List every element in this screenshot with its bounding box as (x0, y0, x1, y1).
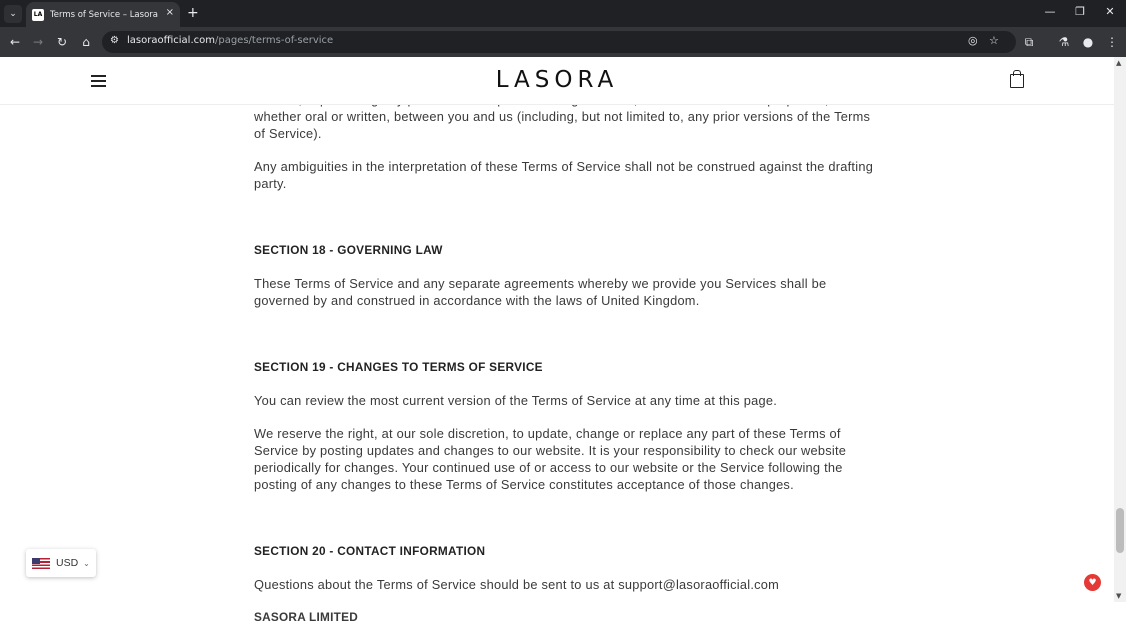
reload-icon[interactable]: ↻ (56, 35, 68, 49)
browser-toolbar (0, 27, 1126, 57)
new-tab-icon[interactable]: + (187, 5, 199, 21)
terms-content (254, 91, 874, 642)
url-path: /pages/terms-of-service (214, 35, 334, 46)
extensions-icon[interactable]: ⧉ (1024, 35, 1034, 49)
address-bar[interactable] (102, 31, 1016, 53)
scroll-up-icon[interactable]: ▲ (1116, 59, 1122, 67)
shopping-bag-icon[interactable] (1010, 74, 1024, 88)
site-logo[interactable]: LASORA (495, 67, 619, 93)
section-19-heading: SECTION 19 - CHANGES TO TERMS OF SERVICE (254, 360, 543, 374)
partial-bottom-text: SASORA LIMITED (254, 610, 358, 624)
section-18-heading: SECTION 18 - GOVERNING LAW (254, 243, 443, 257)
currency-selector[interactable] (26, 549, 96, 577)
site-info-icon[interactable]: ⚙ (110, 35, 119, 46)
section-20-body: Questions about the Terms of Service should be sent to us at support@lasoraofficial.com (254, 577, 780, 592)
section-20-heading: SECTION 20 - CONTACT INFORMATION (254, 544, 486, 558)
tab-favicon-icon: LA (32, 9, 44, 21)
browser-tab-strip (0, 0, 1126, 27)
window-close-icon[interactable]: ✕ (1105, 5, 1115, 18)
forward-icon[interactable]: → (32, 35, 44, 49)
browser-tab[interactable] (26, 2, 180, 27)
chevron-down-icon: ⌄ (83, 558, 90, 568)
us-flag-icon (32, 558, 50, 569)
tab-title: Terms of Service – Lasora (50, 9, 158, 20)
eye-off-icon[interactable]: ◎ (968, 34, 978, 47)
scrollbar-thumb[interactable] (1116, 508, 1124, 553)
chat-widget-icon[interactable]: ♥ (1084, 574, 1101, 591)
paragraph-ambiguities: Any ambiguities in the interpretation of these Terms of Service shall not be construed against the drafting party. (254, 159, 874, 191)
profile-avatar-icon[interactable]: ● (1082, 35, 1094, 49)
tab-search-icon[interactable]: ⌄ (4, 5, 22, 23)
section-18-body: These Terms of Service and any separate agreements whereby we provide you Services shall be governed by and construed in accordance with the laws of United Kingdom. (254, 276, 827, 308)
site-header (0, 57, 1114, 105)
browser-menu-icon[interactable]: ⋮ (1106, 35, 1118, 49)
section-19-body-1: You can review the most current version of the Terms of Service at any time at this page. (254, 393, 777, 408)
web-page (0, 57, 1126, 624)
page-scrollbar[interactable] (1114, 57, 1126, 602)
url-text[interactable] (127, 35, 333, 46)
tab-close-icon[interactable]: × (165, 7, 174, 18)
paragraph-entire-agreement: whether oral or written, between you and us (including, but not limited to, any prior versions of the Terms of Service). (254, 109, 871, 141)
bookmark-star-icon[interactable]: ☆ (989, 34, 999, 47)
restore-icon[interactable]: ❐ (1075, 5, 1085, 18)
url-host: lasoraofficial.com (127, 35, 215, 46)
back-icon[interactable]: ← (9, 35, 21, 49)
scroll-down-icon[interactable]: ▼ (1116, 592, 1122, 600)
labs-icon[interactable]: ⚗ (1058, 35, 1070, 49)
home-icon[interactable]: ⌂ (82, 35, 90, 49)
section-19-body-2: We reserve the right, at our sole discretion, to update, change or replace any part of these Terms of Service by posting updates and changes to our website. It is your responsibility to check our website periodically for changes. Your continued use of or access to our website or the Service following the posting of any changes to these Terms of Service constitutes acceptance of those changes. (254, 426, 847, 492)
minimize-icon[interactable]: — (1044, 5, 1056, 18)
currency-label: USD (56, 557, 79, 569)
